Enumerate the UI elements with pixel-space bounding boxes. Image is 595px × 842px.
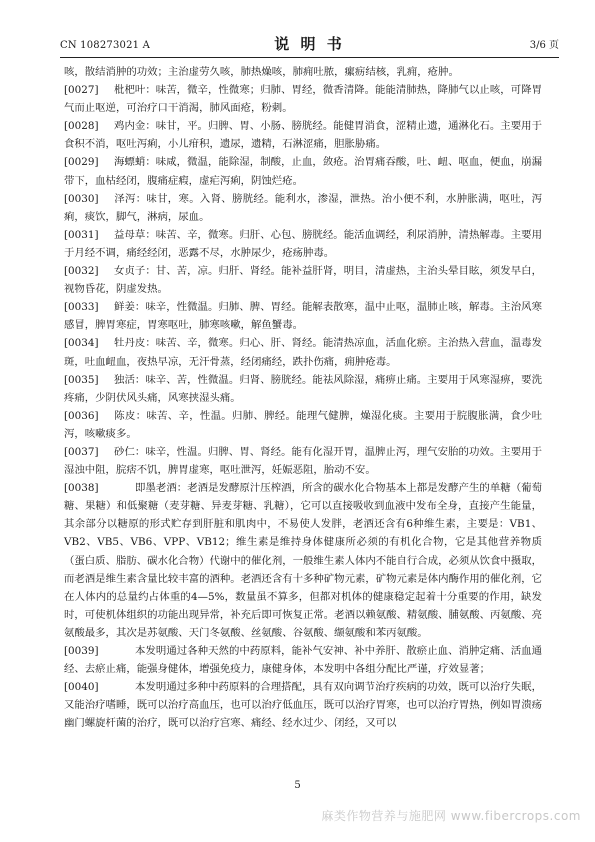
paragraph xyxy=(64,678,542,732)
paragraph xyxy=(64,190,542,226)
paragraph xyxy=(64,226,542,262)
paragraph-text: 牡丹皮：味苦、辛，微寒。归心、肝、肾经。能清热凉血，活血化瘀。主治热入营血，温毒发斑，吐血衄血，夜热早凉，无汗骨蒸，经闭痛经，跌扑伤痛，痈肿疮毒。 xyxy=(64,337,542,368)
page-header xyxy=(60,33,559,55)
paragraph-text: 本发明通过各种天然的中药原料，能补气安神、补中养肝、散瘀止血、消肿定痛、活血通经、去瘀止痛，能强身健体，增强免疫力，康健身体，本发明中各组分配比严谨，疗效显著； xyxy=(64,645,542,676)
paragraph-text: 鲜姜：味辛，性微温。归肺、脾、胃经。能解表散寒，温中止呕，温肺止咳，解毒。主治风寒感冒，脾胃寒症，胃寒呕吐，肺寒咳嗽，解鱼蟹毒。 xyxy=(64,301,542,332)
paragraph-text: 陈皮：味苦、辛，性温。归肺、脾经。能理气健脾，燥湿化痰。主要用于脘腹胀满，食少吐泻，咳嗽痰多。 xyxy=(64,409,542,440)
paragraph-text: 女贞子：甘、苦，凉。归肝、肾经。能补益肝肾，明目，清虚热，主治头晕目眩，须发早白，视物昏花，阴虚发热。 xyxy=(64,265,542,296)
page-number: 5 xyxy=(294,780,301,791)
paragraph xyxy=(64,298,542,334)
paragraph xyxy=(64,443,542,479)
paragraph-text: 泽泻：味甘，寒。入肾、膀胱经。能利水，渗湿，泄热。治小便不利，水肿胀满，呕吐，泻痢，痰饮，脚气，淋病，尿血。 xyxy=(64,192,542,223)
paragraph-number: [0033] xyxy=(64,301,99,314)
paragraph-number: [0029] xyxy=(64,156,99,169)
paragraph-text: 本发明通过多种中药原料的合理搭配，具有双向调节治疗疾病的功效，既可以治疗失眠，又能治疗嗜睡，既可以治疗高血压，也可以治疗低血压，既可以治疗胃寒，也可以治疗胃热，例如胃溃疡幽门螺旋杆菌的治疗，既可以治疗宫寒、痛经、经水过少、闭经，又可以 xyxy=(64,681,542,730)
paragraph-number: [0030] xyxy=(64,192,99,205)
paragraph xyxy=(64,117,542,153)
paragraph xyxy=(64,153,542,189)
paragraph-number: [0036] xyxy=(64,409,99,422)
page-index: 3/6 页 xyxy=(529,40,559,51)
paragraph xyxy=(64,371,542,407)
paragraph xyxy=(64,479,542,642)
paragraph-number: [0027] xyxy=(64,84,99,97)
paragraph xyxy=(64,81,542,117)
paragraph-number: [0031] xyxy=(64,228,99,241)
paragraph-number: [0040] xyxy=(64,681,99,694)
header-divider xyxy=(60,57,559,58)
paragraph-text: 独活：味辛、苦，性微温。归肾、膀胱经。能祛风除湿，痛痹止痛。主要用于风寒湿痹，要洗疼痛，少阴伏风头痛，风寒挟湿头痛。 xyxy=(64,373,542,404)
paragraph-text: 益母草：味苦、辛，微寒。归肝、心包、膀胱经。能活血调经，利尿消肿，清热解毒。主要用于月经不调，痛经经闭，恶露不尽，水肿尿少，疮疡肿毒。 xyxy=(64,228,542,259)
paragraph-text: 砂仁：味辛，性温。归脾、胃、肾经。能有化湿开胃，温脾止泻，理气安胎的功效。主要用于湿浊中阻，脘痞不饥，脾胃虚寒，呕吐泄泻，妊娠恶阻，胎动不安。 xyxy=(64,445,542,477)
paragraph-number: [0039] xyxy=(64,645,99,657)
paragraph xyxy=(64,262,542,298)
lead-in-paragraph: 咳，散结消肿的功效；主治虚劳久咳，肺热燥咳，肺痈吐脓，瘰疬结核，乳痈，疮肿。 xyxy=(64,66,459,78)
paragraph-number: [0035] xyxy=(64,373,99,386)
patent-number: CN 108273021 A xyxy=(60,40,151,51)
document-title: 说 明 书 xyxy=(274,35,345,53)
paragraph-text: 海螵蛸：味咸，微温，能除湿，制酸，止血，敛疮。治胃痛吞酸，吐、衄、呕血，便血，崩漏带下，血枯经闭，腹痛症瘕，虚疟泻痢，阴蚀烂疮。 xyxy=(64,156,542,187)
watermark-text: 麻类作物营养与施肥网 www.fibercrops.com xyxy=(321,809,581,823)
paragraph-text: 即墨老酒：老酒是发酵原汁压榨酒，所含的碳水化合物基本上都是发酵产生的单糖（葡萄糖、果糖）和低聚糖（麦芽糖、异麦芽糖、乳糖），它可以直接吸收到血液中发布全身，直接产生能量，其余部分以糖原的形式贮存到肝脏和肌肉中，不易使人发胖，老酒还含有6种维生素，主要是：VB1、VB2、VB5、VB6、VPP、VB12；维生素是维持身体健康所必须的有机化合物，它是其他营养物质（蛋白质、脂肪、碳水化合物）代谢中的催化剂，一般维生素人体内不能自行合成，必须从饮食中摄取，而老酒是维生素含量比较丰富的酒种。老酒还含有十多种矿物元素，矿物元素是体内酶作用的催化剂，它在人体内的总量约占体重的4—5%，数量虽不算多，但都对机体的健康稳定起着十分重要的作用，缺发时，可使机体组织的功能出现异常，补充后即可恢复正常。老酒以赖氨酸、精氨酸、脯氨酸、丙氨酸、亮氨酸最多，其次是苏氨酸、天门冬氨酸、丝氨酸、谷氨酸、缬氨酸和苯丙氨酸。 xyxy=(64,482,542,639)
paragraph-text: 枇杷叶：味苦，微辛，性微寒；归肺、胃经，微香清降。能能清肺热，降肺气以止咳，可降胃气而止呕逆，可治疗口干消渴，肺风面疮，粉刺。 xyxy=(64,84,542,115)
paragraph xyxy=(64,407,542,443)
paragraph-text: 鸡内金：味甘，平。归脾、胃、小肠、膀胱经。能健胃消食，涩精止遗，通淋化石。主要用于食积不消，呕吐泻痢，小儿疳积，遗尿，遗精，石淋涩痛，胆胀胁痛。 xyxy=(64,120,542,151)
document-body xyxy=(64,63,542,732)
paragraph xyxy=(64,334,542,370)
paragraph-number: [0028] xyxy=(64,120,99,133)
paragraph-number: [0037] xyxy=(64,445,99,458)
paragraph-number: [0034] xyxy=(64,337,99,350)
paragraph-number: [0032] xyxy=(64,265,99,278)
paragraph-number: [0038] xyxy=(64,482,99,495)
paragraph xyxy=(64,642,542,678)
